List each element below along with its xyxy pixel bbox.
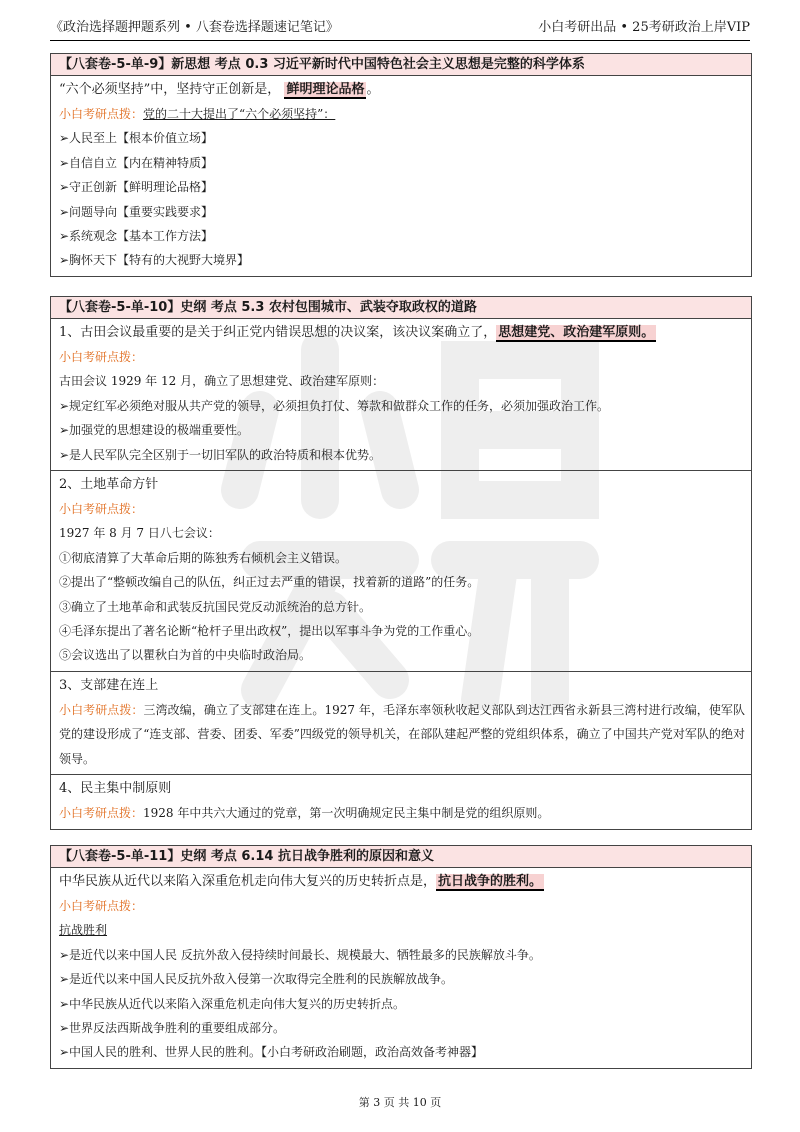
question-prefix: “六个必须坚持”中，坚持守正创新是， — [59, 82, 281, 97]
note-paragraph — [59, 698, 745, 771]
question-text: 3、支部建在连上 — [59, 677, 159, 693]
page-header — [50, 18, 750, 41]
note-text: 1928 年中共六大通过的党章，第一次明确规定民主集中制是党的组织原则。 — [143, 806, 550, 821]
note-text: 三湾改编，确立了支部建在连上。1927 年，毛泽东率领秋收起义部队到达江西省永新县三湾村进行改编，使军队党的建设形成了“连支部、营委、团委、军委”四级党的领导机关，在部队建起严整的党组织体系，确立了中国共产党对军队的绝对领导。 — [59, 702, 745, 766]
header-right-title: 小白考研出品 • 25考研政治上岸VIP — [538, 20, 750, 35]
question-text — [59, 78, 745, 102]
card-title: 【八套卷-5-单-11】史纲 考点 6.14 抗日战争胜利的原因和意义 — [51, 846, 751, 867]
list-item: ➢胸怀天下【特有的大视野大境界】 — [59, 253, 250, 268]
note-line — [59, 102, 745, 126]
page-number: 第 3 页 共 10 页 — [358, 1096, 442, 1109]
question-row-1 — [51, 318, 751, 470]
list-item: ➢是人民军队完全区别于一切旧军队的政治特质和根本优势。 — [59, 447, 382, 462]
question-text: 2、土地革命方针 — [59, 477, 159, 493]
list-item: ②提出了“整顿改编自己的队伍，纠正过去严重的错误，找着新的道路”的任务。 — [59, 575, 480, 590]
note-label: 小白考研点拨： — [59, 107, 144, 121]
note-intro: 古田会议 1929 年 12 月，确立了思想建党、政治建军原则： — [59, 374, 385, 389]
note-label: 小白考研点拨： — [59, 702, 144, 717]
list-item: ④毛泽东提出了著名论断“枪杆子里出政权”，提出以军事斗争为党的工作重心。 — [59, 624, 480, 639]
list-item: ①彻底清算了大革命后期的陈独秀右倾机会主义错误。 — [59, 550, 348, 565]
question-text — [59, 321, 745, 345]
question-row-3 — [51, 671, 751, 774]
question-row — [51, 867, 751, 1068]
card-title: 【八套卷-5-单-9】新思想 考点 0.3 习近平新时代中国特色社会主义思想是完整的科学体系 — [51, 54, 751, 75]
list-item: ➢中国人民的胜利、世界人民的胜利。【小白考研政治刷题，政治高效备考神器】 — [59, 1045, 484, 1060]
answer-end: 。 — [366, 82, 380, 97]
question-text — [59, 870, 745, 894]
note-text: 党的二十大提出了“六个必须坚持”： — [143, 107, 336, 121]
list-item: ➢规定红军必须绝对服从共产党的领导，必须担负打仗、筹款和做群众工作的任务，必须加强政治工作。 — [59, 398, 610, 413]
question-prefix: 中华民族从近代以来陷入深重危机走向伟大复兴的历史转折点是， — [59, 874, 437, 889]
question-card-10 — [50, 296, 752, 830]
list-item: ➢加强党的思想建设的极端重要性。 — [59, 423, 250, 438]
list-item: ➢是近代以来中国人民反抗外敌入侵第一次取得完全胜利的民族解放战争。 — [59, 972, 454, 987]
list-item: ➢中华民族从近代以来陷入深重危机走向伟大复兴的历史转折点。 — [59, 996, 406, 1011]
note-line — [59, 801, 745, 825]
question-card-9 — [50, 53, 752, 277]
sub-title: 抗战胜利 — [59, 923, 108, 938]
answer-highlight: 思想建党、政治建军原则。 — [498, 325, 655, 340]
question-card-11 — [50, 845, 752, 1069]
note-label: 小白考研点拨： — [59, 350, 144, 364]
list-item: ➢是近代以来中国人民 反抗外敌入侵持续时间最长、规模最大、牺牲最多的民族解放斗争。 — [59, 947, 541, 962]
list-item: ➢问题导向【重要实践要求】 — [59, 204, 214, 219]
note-intro: 1927 年 8 月 7 日八七会议： — [59, 526, 220, 541]
question-row-4 — [51, 774, 751, 828]
list-item: ➢自信自立【内在精神特质】 — [59, 155, 214, 170]
question-prefix: 1、古田会议最重要的是关于纠正党内错误思想的决议案，该决议案确立了， — [59, 325, 497, 340]
note-label: 小白考研点拨： — [59, 806, 144, 821]
question-row — [51, 75, 751, 276]
list-item: ⑤会议选出了以瞿秋白为首的中央临时政治局。 — [59, 648, 312, 663]
list-item: ➢世界反法西斯战争胜利的重要组成部分。 — [59, 1021, 286, 1036]
answer-highlight: 抗日战争的胜利。 — [438, 874, 543, 889]
header-left-title: 《政治选择题押题系列 • 八套卷选择题速记笔记》 — [50, 20, 339, 35]
list-item: ③确立了土地革命和武装反抗国民党反动派统治的总方针。 — [59, 599, 372, 614]
answer-highlight: 鲜明理论品格 — [286, 82, 365, 97]
note-label: 小白考研点拨： — [59, 899, 144, 913]
question-row-2 — [51, 470, 751, 671]
card-title: 【八套卷-5-单-10】史纲 考点 5.3 农村包围城市、武装夺取政权的道路 — [51, 297, 751, 318]
list-item: ➢系统观念【基本工作方法】 — [59, 229, 214, 244]
question-text: 4、民主集中制原则 — [59, 781, 172, 797]
note-label: 小白考研点拨： — [59, 502, 144, 517]
list-item: ➢守正创新【鲜明理论品格】 — [59, 180, 214, 195]
list-item: ➢人民至上【根本价值立场】 — [59, 131, 214, 146]
